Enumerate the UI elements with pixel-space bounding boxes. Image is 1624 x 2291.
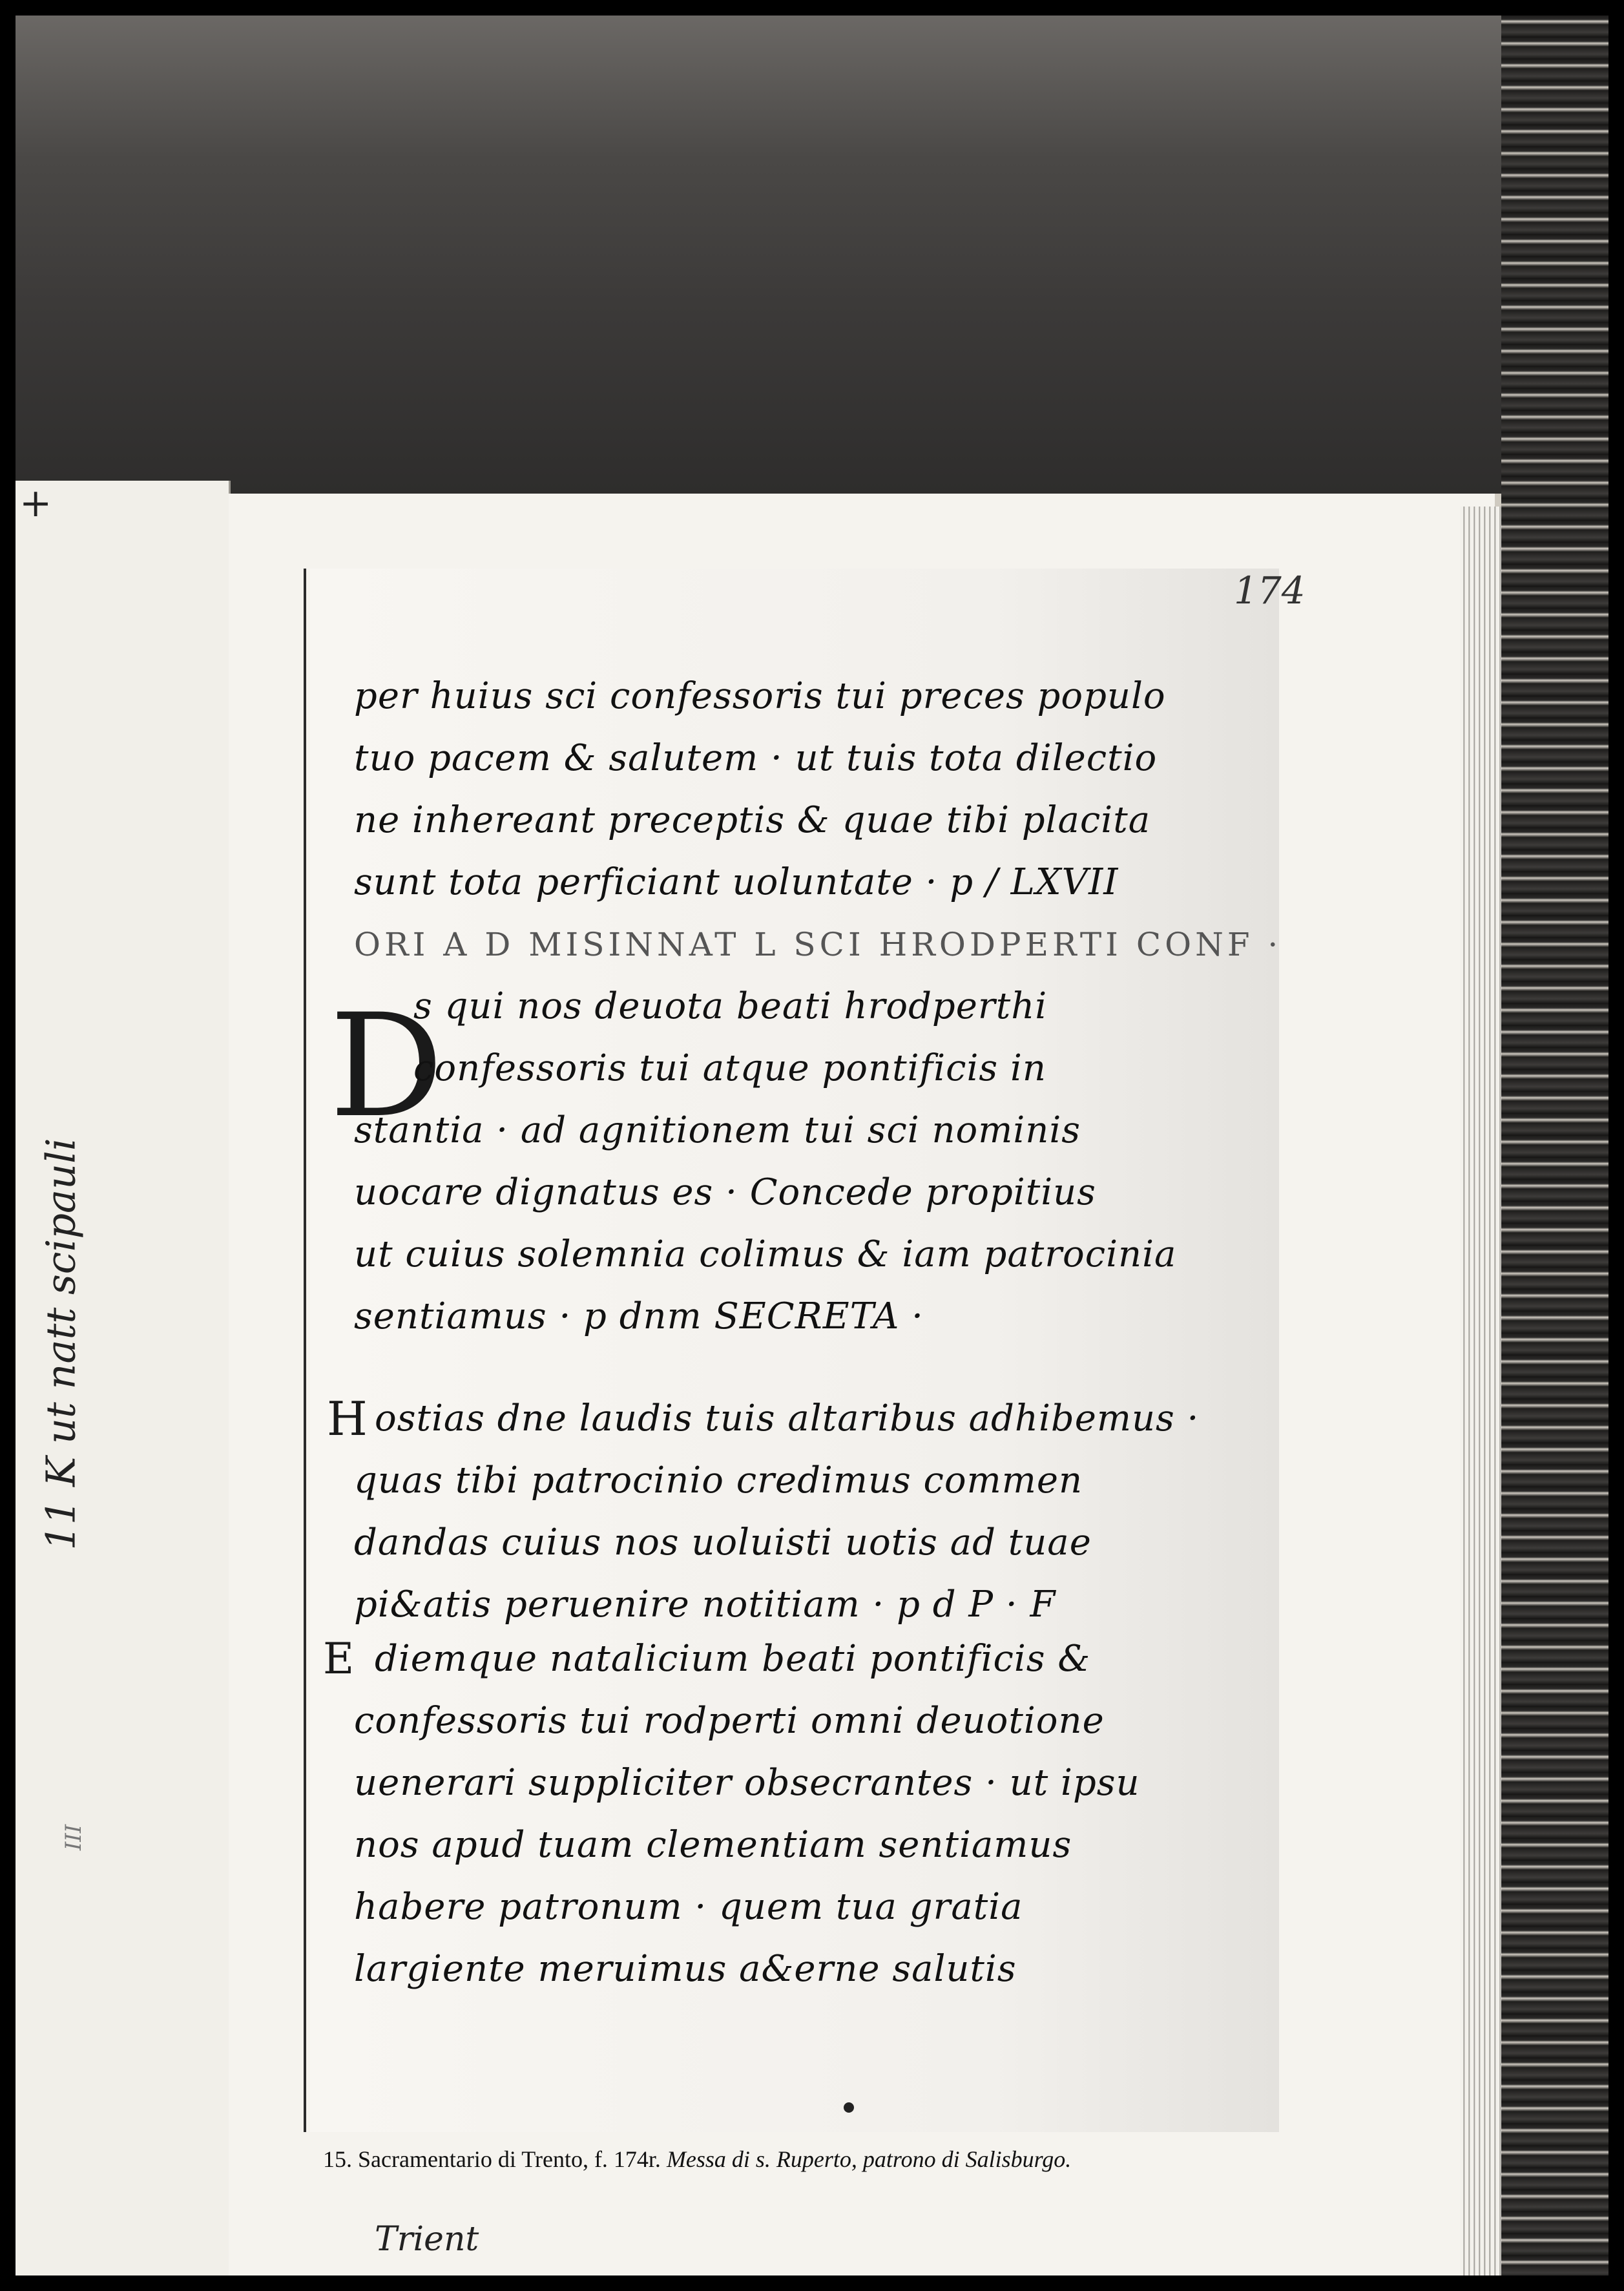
initial-h: H (327, 1392, 368, 1446)
decorated-initial-d: D (329, 983, 444, 1149)
caption-title: Messa di s. Ruperto, patrono di Salisburgo. (666, 2146, 1072, 2172)
manuscript-line: largiente meruimus a&erne salutis (354, 1948, 1017, 1990)
manuscript-line: quas tibi patrocinio credimus commen (354, 1459, 1083, 1501)
plate-border-line (304, 569, 306, 2132)
manuscript-line: ne inhereant preceptis & quae tibi placita (354, 799, 1151, 841)
margin-mark: + (19, 481, 52, 526)
manuscript-line: stantia · ad agnitionem tui sci nominis (354, 1109, 1081, 1151)
photo-background (16, 16, 1608, 494)
figure-caption (323, 2145, 1214, 2173)
manuscript-line: tuo pacem & salutem · ut tuis tota dilectio (354, 737, 1158, 779)
manuscript-line: uenerari suppliciter obsecrantes · ut ipsu (354, 1762, 1140, 1804)
manuscript-line: sentiamus · p dnm SECRETA · (354, 1295, 924, 1337)
page-edges (1460, 507, 1501, 2275)
manuscript-line: confessoris tui atque pontificis in (413, 1047, 1046, 1089)
initial-e: E (323, 1634, 355, 1684)
manuscript-line: sunt tota perficiant uoluntate · p / LXVII (354, 861, 1119, 903)
manuscript-rubric: ORI A D MISINNAT L SCI HRODPERTI CONF · (354, 926, 1282, 963)
margin-small-note: III (61, 1824, 87, 1851)
manuscript-line: ostias dne laudis tuis altaribus adhibemus · (375, 1397, 1200, 1439)
manuscript-line: confessoris tui rodperti omni deuotione (354, 1700, 1105, 1742)
ink-dot (844, 2102, 854, 2113)
manuscript-line: uocare dignatus es · Concede propitius (354, 1171, 1096, 1213)
margin-handwritten-note: 11 K ut natt scipauli (37, 1138, 85, 1551)
handwritten-signature: Trient (375, 2220, 479, 2259)
manuscript-line: ut cuius solemnia colimus & iam patrocinia (354, 1233, 1177, 1275)
manuscript-line: nos apud tuam clementiam sentiamus (354, 1824, 1072, 1866)
caption-source: Sacramentario di Trento, f. 174r. (358, 2146, 661, 2172)
folio-number: 174 (1234, 569, 1306, 612)
manuscript-line: habere patronum · quem tua gratia (354, 1886, 1023, 1928)
manuscript-line: s qui nos deuota beati hrodperthi (413, 985, 1048, 1027)
photo-edge (1501, 16, 1608, 2275)
manuscript-line: per huius sci confessoris tui preces populo (354, 675, 1166, 717)
manuscript-line: pi&atis peruenire notitiam · p d P · F (354, 1584, 1056, 1626)
manuscript-line: diemque natalicium beati pontificis & (375, 1638, 1091, 1680)
caption-number: 15. (323, 2146, 352, 2172)
manuscript-line: dandas cuius nos uoluisti uotis ad tuae (354, 1522, 1092, 1564)
